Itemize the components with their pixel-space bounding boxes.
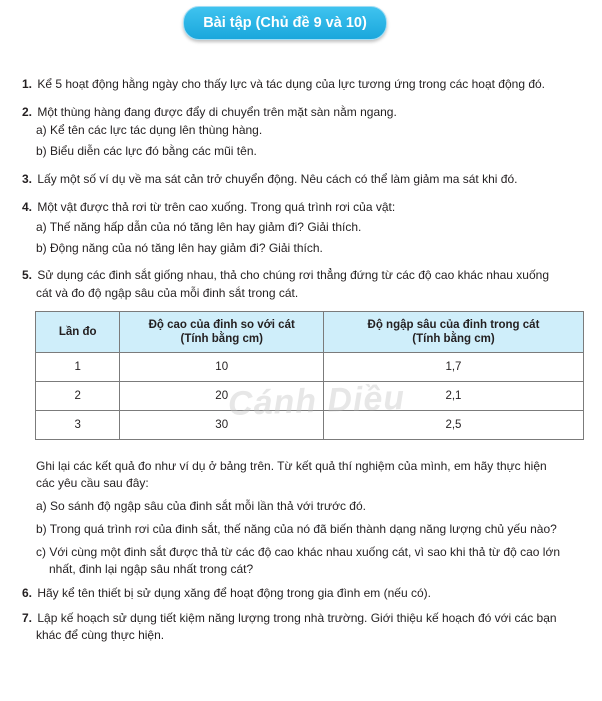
cell-trial: 3: [36, 411, 120, 440]
question-2a: a) Kể tên các lực tác dụng lên thùng hàng.: [36, 123, 263, 137]
cell-trial: 1: [36, 353, 120, 382]
question-text: Lấy một số ví dụ về ma sát cản trở chuyển động. Nêu cách có thể làm giảm ma sát khi đó.: [37, 172, 518, 186]
table-header-row: [36, 312, 584, 353]
header-height-unit: (Tính bằng cm): [180, 333, 263, 345]
question-number: 3.: [22, 172, 33, 186]
question-5b: b) Trong quá trình rơi của đinh sắt, thế năng của nó đã biến thành dạng năng lượng chủ yếu nào?: [36, 522, 557, 536]
header-height-title: Độ cao của đinh so với cát: [148, 319, 295, 331]
question-6: [22, 585, 582, 603]
cell-depth: 2,1: [323, 382, 583, 411]
header-depth: [323, 312, 583, 353]
question-4a: a) Thế năng hấp dẫn của nó tăng lên hay giảm đi? Giải thích.: [36, 220, 362, 234]
cell-height: 30: [120, 411, 324, 440]
question-4b: b) Động năng của nó tăng lên hay giảm đi? Giải thích.: [36, 241, 323, 255]
question-number: 6.: [22, 586, 33, 600]
header-height: [120, 312, 324, 353]
question-5a: a) So sánh độ ngập sâu của đinh sắt mỗi lần thả với trước đó.: [36, 499, 366, 513]
header-lan-do: Lần đo: [36, 312, 120, 353]
question-3: [22, 171, 582, 189]
question-text: Kể 5 hoạt động hằng ngày cho thấy lực và tác dụng của lực tương ứng trong các hoạt động đó.: [37, 77, 546, 91]
question-number: 2.: [22, 105, 33, 119]
question-2b: b) Biểu diễn các lực đó bằng các mũi tên.: [36, 144, 257, 158]
question-number: 7.: [22, 611, 33, 625]
question-2: [22, 104, 582, 122]
cell-trial: 2: [36, 382, 120, 411]
header-depth-title: Độ ngập sâu của đinh trong cát: [367, 319, 540, 331]
question-number: 1.: [22, 77, 33, 91]
question-number: 5.: [22, 268, 33, 282]
page-title: Bài tập (Chủ đề 9 và 10): [183, 6, 387, 40]
table-row: [36, 411, 584, 440]
question-7: [22, 610, 582, 628]
intro-line-2: các yêu cầu sau đây:: [36, 476, 149, 490]
question-number: 4.: [22, 200, 33, 214]
question-text: Một thùng hàng đang được đẩy di chuyển trên mặt sàn nằm ngang.: [37, 105, 397, 119]
cell-height: 20: [120, 382, 324, 411]
question-4: [22, 199, 582, 217]
question-5: [22, 267, 582, 285]
table-row: [36, 382, 584, 411]
question-text: Một vật được thả rơi từ trên cao xuống. Trong quá trình rơi của vật:: [37, 200, 396, 214]
question-5c-line-2: nhất, đinh lại ngập sâu nhất trong cát?: [49, 562, 254, 576]
question-text: Sử dụng các đinh sắt giống nhau, thả cho chúng rơi thẳng đứng từ các độ cao khác nhau xuống: [37, 268, 549, 282]
cell-depth: 2,5: [323, 411, 583, 440]
question-5c-line-1: c) Với cùng một đinh sắt được thả từ các độ cao khác nhau xuống cát, vì sao khi thả từ độ cao lớn: [36, 545, 560, 559]
cell-depth: 1,7: [323, 353, 583, 382]
watermark: Cánh Diều: [227, 378, 406, 424]
question-5-continued: cát và đo độ ngập sâu của mỗi đinh sắt trong cát.: [36, 286, 299, 300]
question-1: [22, 76, 582, 94]
intro-line-1: Ghi lại các kết quả đo như ví dụ ở bảng trên. Từ kết quả thí nghiệm của mình, em hãy thực hiện: [36, 459, 547, 473]
question-7-continued: khác để cùng thực hiện.: [36, 628, 165, 642]
cell-height: 10: [120, 353, 324, 382]
question-text: Lập kế hoạch sử dụng tiết kiệm năng lượng trong nhà trường. Giới thiệu kế hoạch đó với các bạn: [37, 611, 557, 625]
header-depth-unit: (Tính bằng cm): [412, 333, 495, 345]
table-row: [36, 353, 584, 382]
title-banner: [0, 6, 602, 40]
question-text: Hãy kể tên thiết bị sử dụng xăng để hoạt động trong gia đình em (nếu có).: [37, 586, 431, 600]
measurement-table: [35, 311, 584, 440]
